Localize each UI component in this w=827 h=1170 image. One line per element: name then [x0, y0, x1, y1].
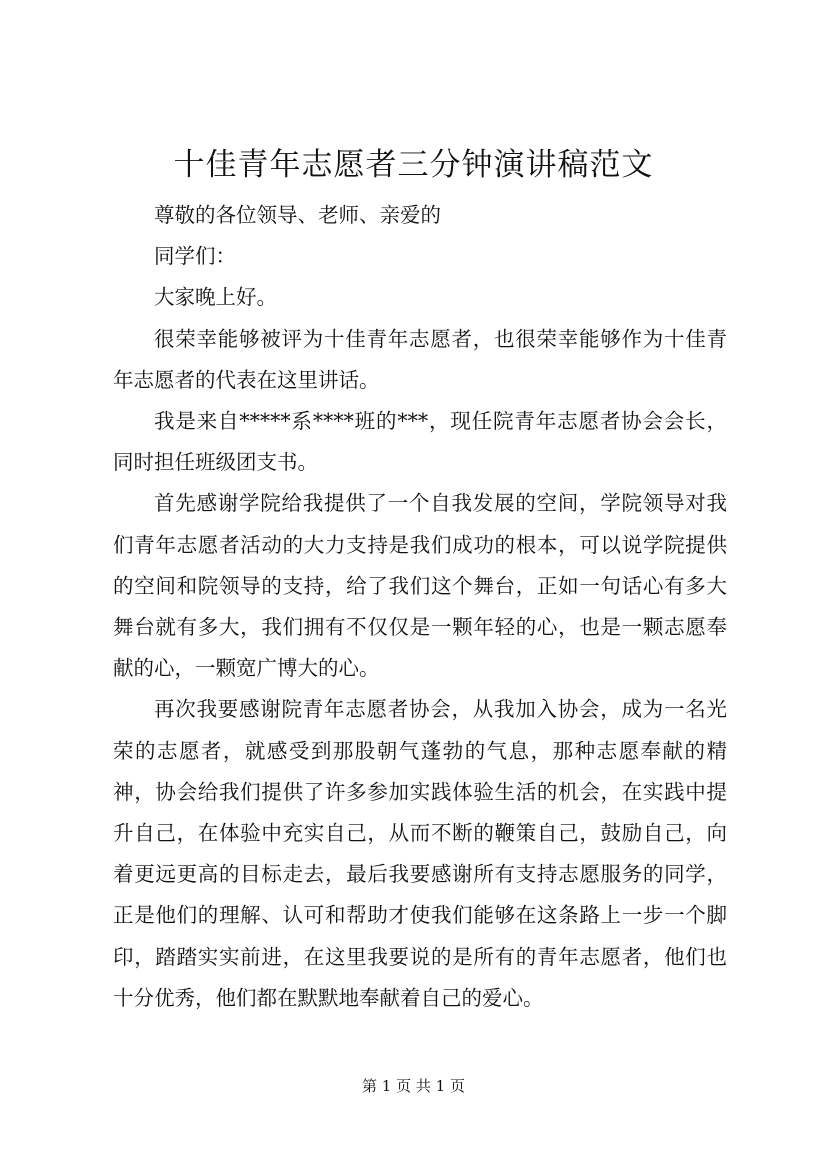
greeting-line: 尊敬的各位领导、老师、亲爱的 — [154, 203, 441, 227]
greeting-line-continued: 同学们： — [154, 244, 236, 269]
paragraph-thanks-association: 再次我要感谢院青年志愿者协会，从我加入协会，成为一名光荣的志愿者，就感受到那股朝气蓬勃的气息，那种志愿奉献的精神，协会给我们提供了许多参加实践体验生活的机会，在实践中提升自己，在体验中充实自己，从而不断的鞭策自己，鼓励自己，向着更远更高的目标走去，最后我要感谢所有支持志愿服务的同学，正是他们的理解、认可和帮助才使我们能够在这条路上一步一个脚印，踏踏实实前进，在这里我要说的是所有的青年志愿者，他们也十分优秀，他们都在默默地奉献着自己的爱心。 — [113, 697, 727, 1010]
paragraph-introduction: 我是来自*****系****班的***，现任院青年志愿者协会会长，同时担任班级团支书。 — [113, 409, 727, 475]
document-body — [113, 195, 727, 1019]
document-title: 十佳青年志愿者三分钟演讲稿范文 — [173, 147, 654, 183]
paragraph-honor: 很荣幸能够被评为十佳青年志愿者，也很荣幸能够作为十佳青年志愿者的代表在这里讲话。 — [113, 326, 727, 392]
page-number-footer: 第 1 页 共 1 页 — [362, 1077, 465, 1095]
paragraph-thanks-college: 首先感谢学院给我提供了一个自我发展的空间，学院领导对我们青年志愿者活动的大力支持是我们成功的根本，可以说学院提供的空间和院领导的支持，给了我们这个舞台，正如一句话心有多大舞台就有多大，我们拥有不仅仅是一颗年轻的心，也是一颗志愿奉献的心，一颗宽广博大的心。 — [113, 491, 727, 681]
salutation: 大家晚上好。 — [154, 285, 277, 310]
